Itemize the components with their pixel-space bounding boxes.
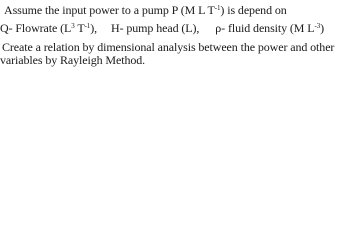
question-line-4: variables by Rayleigh Method. xyxy=(0,53,146,67)
density-exponent: -3 xyxy=(314,22,321,30)
question-line-3: Create a relation by dimensional analysis between the power and other xyxy=(2,40,335,54)
flowrate-suffix: ), xyxy=(90,21,98,35)
question-text xyxy=(0,0,350,89)
flowrate-exponent-1: 3 xyxy=(71,22,75,30)
density-prefix: ρ- fluid density (M L xyxy=(215,21,315,35)
line1-prefix: Assume the input power to a pump P (M L T xyxy=(4,3,215,17)
flowrate-mid: T xyxy=(74,21,85,35)
density-suffix: ) xyxy=(320,21,325,35)
line1-exponent: -1 xyxy=(214,4,221,12)
pump-head-text: H- pump head (L), xyxy=(111,21,200,35)
question-line-2 xyxy=(0,21,324,35)
flowrate-exponent-2: -1 xyxy=(84,22,91,30)
question-line-1 xyxy=(4,3,287,17)
line1-suffix: ) is depend on xyxy=(220,3,287,17)
flowrate-prefix: Q- Flowrate (L xyxy=(0,21,72,35)
